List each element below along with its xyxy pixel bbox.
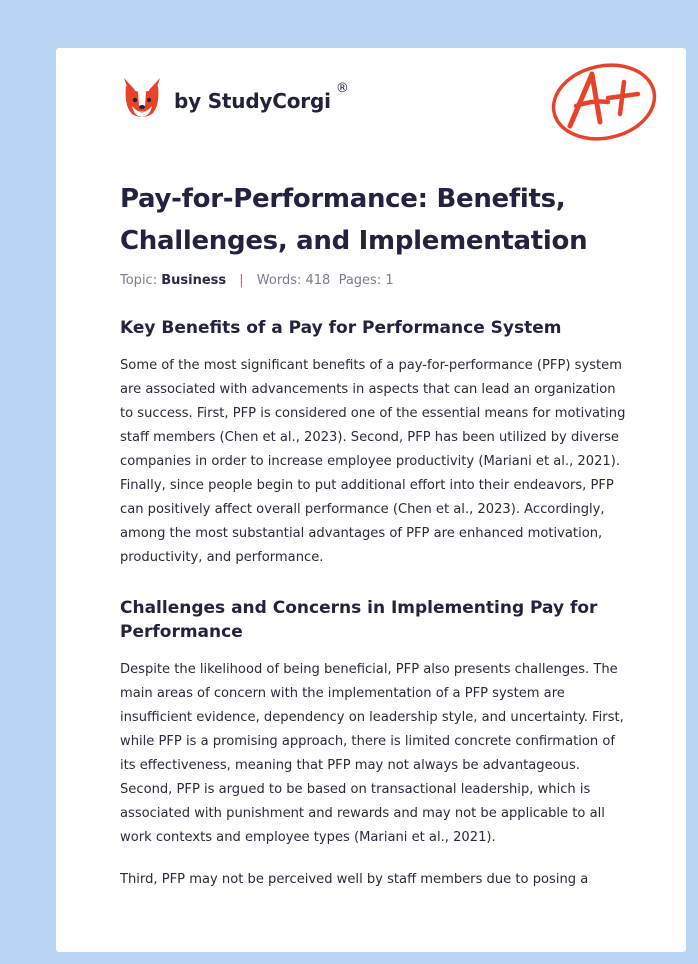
meta-separator: | <box>239 273 244 288</box>
a-plus-icon <box>550 60 660 148</box>
page-header <box>120 60 660 164</box>
studycorgi-logo[interactable] <box>120 76 349 120</box>
section-heading-challenges: Challenges and Concerns in Implementing Pay for Performance <box>120 598 598 642</box>
grade-text: A+ <box>550 60 552 61</box>
word-count: Words: 418 <box>256 273 331 288</box>
article <box>120 178 632 892</box>
article-title: Pay-for-Performance: Benefits, Challenges, and Implementation <box>120 184 588 256</box>
paragraph: Third, PFP may not be perceived well by staff members due to posing a <box>120 872 589 887</box>
registered-mark: ® <box>335 81 349 96</box>
article-meta <box>120 272 632 290</box>
topic-label: Topic: <box>120 273 158 288</box>
brand-name: by StudyCorgi ® <box>174 81 349 113</box>
paragraph: Some of the most significant benefits of a pay-for-performance (PFP) system are associated with advancements in aspects that can lead an organization to success. First, PFP is considered one of the essential means for motivating staff members (Chen et al., 2023). Second, PFP has been utilized by diverse companies in order to increase employee productivity (Mariani et al., 2021). Finally, since people begin to put additional effort into their endeavors, PFP can positively affect overall performance (Chen et al., 2023). Accordingly, among the most substantial advantages of PFP are enhanced motivation, productivity, and performance. <box>120 358 626 565</box>
a-plus-badge <box>550 60 660 144</box>
section-heading-benefits: Key Benefits of a Pay for Performance System <box>120 318 562 338</box>
topic-link[interactable]: Business <box>161 273 227 288</box>
corgi-icon <box>120 76 164 120</box>
document-page <box>56 48 686 952</box>
paragraph: Despite the likelihood of being beneficial, PFP also presents challenges. The main areas of concern with the implementation of a PFP system are insufficient evidence, dependency on leadership style, and uncertainty. First, while PFP is a promising approach, there is limited concrete confirmation of its effectiveness, meaning that PFP may not always be advantageous. Second, PFP is argued to be based on transactional leadership, which is associated with punishment and rewards and may not be applicable to all work contexts and employee types (Mariani et al., 2021). <box>120 662 624 845</box>
page-count: Pages: 1 <box>338 273 394 288</box>
